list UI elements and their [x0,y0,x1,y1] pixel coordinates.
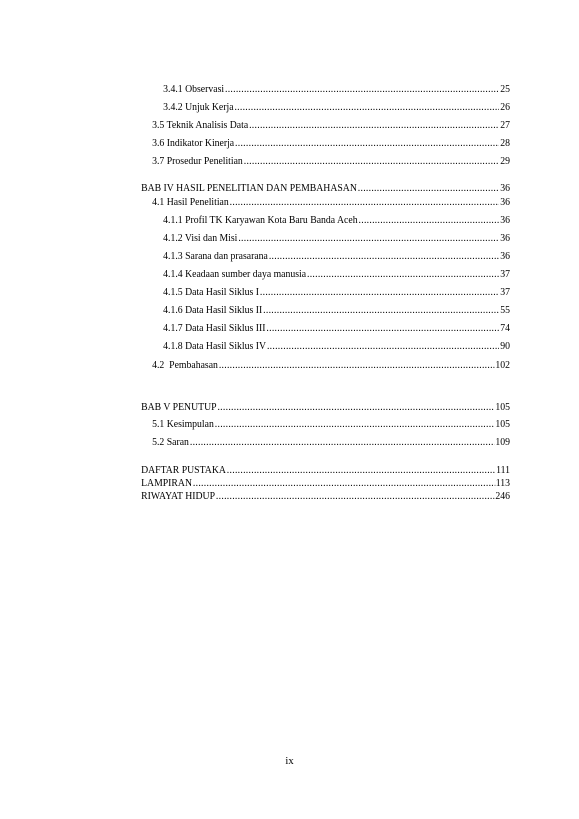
dot-leader [235,137,499,151]
toc-entry-label: 3.7 Prosedur Penelitian [152,156,243,167]
toc-entry-label: 3.5 Teknik Analisis Data [152,120,249,131]
toc-entry-3-4-1 [163,83,510,97]
toc-entry-page: 27 [500,120,510,131]
toc-entry-4-1-1 [163,214,510,228]
toc-entry-page: 111 [496,465,510,476]
dot-leader [263,304,499,318]
toc-entry-3-4-2 [163,101,510,115]
toc-entry-5-1 [152,418,510,432]
toc-entry-4-1 [152,196,510,210]
dot-leader [249,119,499,133]
toc-entry-label: BAB V PENUTUP [141,402,217,413]
toc-entry-label: LAMPIRAN [141,478,192,489]
dot-leader [260,286,499,300]
toc-entry-4-1-2 [163,232,510,246]
toc-entry-4-2 [152,359,510,373]
toc-entry-label: 4.1 Hasil Penelitian [152,197,229,208]
toc-entry-3-5 [152,119,510,133]
toc-entry-lampiran [141,477,510,491]
dot-leader [219,359,495,373]
toc-entry-page: 36 [500,251,510,262]
toc-entry-page: 105 [495,402,510,413]
toc-entry-bab-4 [141,182,510,196]
toc-entry-label: 3.6 Indikator Kinerja [152,138,235,149]
dot-leader [190,436,495,450]
dot-leader [234,101,499,115]
toc-entry-label: 4.2 Pembahasan [152,360,218,371]
dot-leader [215,418,495,432]
toc-entry-label: DAFTAR PUSTAKA [141,465,226,476]
toc-entry-page: 36 [500,183,510,194]
toc-entry-page: 25 [500,84,510,95]
toc-entry-page: 26 [500,102,510,113]
toc-entry-page: 105 [495,419,510,430]
dot-leader [267,340,499,354]
toc-entry-3-6 [152,137,510,151]
toc-entry-label: 4.1.2 Visi dan Misi [163,233,238,244]
page-number: ix [285,756,294,767]
toc-entry-page: 102 [495,360,510,371]
toc-entry-page: 55 [500,305,510,316]
toc-entry-label: 4.1.8 Data Hasil Siklus IV [163,341,267,352]
toc-entry-label: 4.1.1 Profil TK Karyawan Kota Baru Banda Aceh [163,215,358,226]
dot-leader [307,268,499,282]
dot-leader [225,83,499,97]
dot-leader [238,232,499,246]
dot-leader [359,214,500,228]
toc-entry-daftar-pustaka [141,464,510,478]
toc-entry-4-1-6 [163,304,510,318]
dot-leader [217,401,494,415]
toc-entry-5-2 [152,436,510,450]
toc-entry-page: 28 [500,138,510,149]
toc-entry-page: 113 [495,478,510,489]
dot-leader [358,182,500,196]
toc-entry-4-1-3 [163,250,510,264]
toc-entry-page: 90 [500,341,510,352]
toc-entry-page: 74 [500,323,510,334]
toc-entry-label: BAB IV HASIL PENELITIAN DAN PEMBAHASAN [141,183,357,194]
toc-entry-label: 4.1.6 Data Hasil Siklus II [163,305,263,316]
toc-entry-label: 4.1.4 Keadaan sumber daya manusia [163,269,307,280]
toc-entry-label: 5.2 Saran [152,437,189,448]
dot-leader [269,250,500,264]
toc-entry-label: 5.1 Kesimpulan [152,419,214,430]
toc-entry-page: 37 [500,269,510,280]
toc-entry-label: 3.4.1 Observasi [163,84,225,95]
toc-entry-label: 4.1.7 Data Hasil Siklus III [163,323,266,334]
toc-entry-label: 3.4.2 Unjuk Kerja [163,102,234,113]
dot-leader [227,464,495,478]
toc-entry-label: RIWAYAT HIDUP [141,491,216,502]
toc-entry-page: 29 [500,156,510,167]
dot-leader [244,155,500,169]
toc-entry-page: 246 [495,491,510,502]
toc-entry-page: 36 [500,233,510,244]
toc-entry-4-1-4 [163,268,510,282]
toc-entry-4-1-8 [163,340,510,354]
toc-entry-page: 36 [500,215,510,226]
toc-entry-page: 37 [500,287,510,298]
dot-leader [193,477,495,491]
toc-entry-4-1-7 [163,322,510,336]
dot-leader [266,322,499,336]
toc-entry-page: 36 [500,197,510,208]
dot-leader [230,196,500,210]
toc-entry-3-7 [152,155,510,169]
toc-entry-4-1-5 [163,286,510,300]
toc-entry-label: 4.1.5 Data Hasil Siklus I [163,287,259,298]
toc-entry-riwayat-hidup [141,490,510,504]
toc-entry-label: 4.1.3 Sarana dan prasarana [163,251,268,262]
dot-leader [216,490,495,504]
toc-entry-page: 109 [495,437,510,448]
toc-entry-bab-5 [141,401,510,415]
